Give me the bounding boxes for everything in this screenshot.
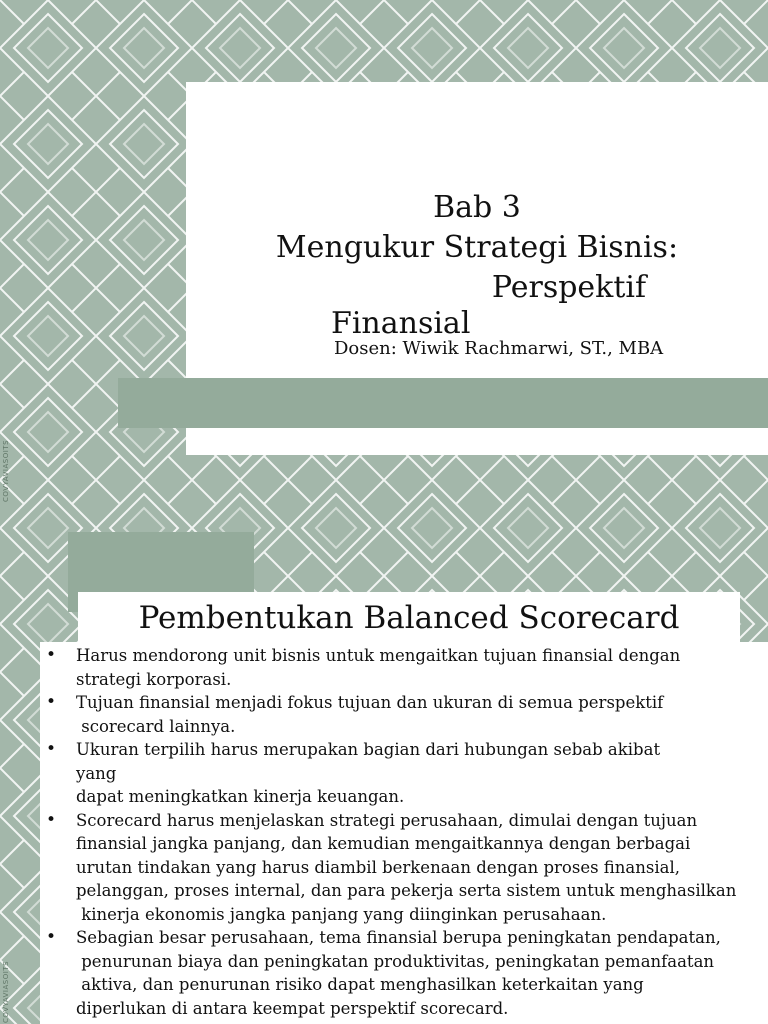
bullet-item bbox=[40, 644, 768, 691]
bullet-symbol: • bbox=[46, 645, 57, 665]
bullet-line: diperlukan di antara keempat perspektif scorecard. bbox=[76, 998, 509, 1018]
bullet-line: Tujuan finansial menjadi fokus tujuan dan ukuran di semua perspektif bbox=[76, 693, 664, 712]
bullet-line: Scorecard harus menjelaskan strategi perusahaan, dimulai dengan tujuan bbox=[76, 810, 698, 830]
bullet-line: scorecard lainnya. bbox=[76, 716, 236, 736]
bullet-line: aktiva, dan penurunan risiko dapat menghasilkan keterkaitan yang bbox=[76, 975, 644, 994]
title-line-1: Bab 3 bbox=[433, 190, 521, 225]
bullet-symbol: • bbox=[46, 809, 57, 830]
bullet-symbol: • bbox=[46, 927, 57, 947]
lecturer-subtitle: Dosen: Wiwik Rachmarwi, ST., MBA bbox=[334, 338, 664, 359]
bullet-line: yang bbox=[76, 763, 117, 783]
bullet-line: penurunan biaya dan peningkatan produktivitas, peningkatan pemanfaatan bbox=[76, 951, 715, 971]
bullet-line: pelanggan, proses internal, dan para pekerja serta sistem untuk menghasilkan bbox=[76, 881, 737, 900]
watermark-text: COVYAVIASOITS bbox=[2, 439, 10, 502]
content-slide-body bbox=[40, 642, 768, 1024]
bullet-line: Sebagian besar perusahaan, tema finansial berupa peningkatan pendapatan, bbox=[76, 928, 721, 947]
bullet-line: Ukuran terpilih harus merupakan bagian dari hubungan sebab akibat bbox=[76, 740, 661, 759]
bullet-item bbox=[40, 809, 768, 927]
bullet-line: Harus mendorong unit bisnis untuk mengaitkan tujuan finansial dengan bbox=[76, 646, 681, 665]
title-slide-heading bbox=[186, 188, 768, 344]
bullet-item bbox=[40, 926, 768, 1020]
bullet-line: finansial jangka panjang, dan kemudian mengaitkannya dengan berbagai bbox=[76, 834, 691, 853]
bullet-line: kinerja ekonomis jangka panjang yang diinginkan perusahaan. bbox=[76, 904, 607, 924]
title-accent-band bbox=[118, 378, 768, 428]
watermark-text: COVYAVIASOITS bbox=[2, 960, 10, 1023]
title-line-3: Perspektif bbox=[491, 270, 647, 305]
bullet-line: urutan tindakan yang harus diambil berkenaan dengan proses finansial, bbox=[76, 857, 680, 877]
title-line-2: Mengukur Strategi Bisnis: bbox=[275, 230, 679, 265]
bullet-line: dapat meningkatkan kinerja keuangan. bbox=[76, 787, 405, 806]
bullet-line: strategi korporasi. bbox=[76, 669, 232, 689]
bullet-item bbox=[40, 691, 768, 738]
content-slide-title: Pembentukan Balanced Scorecard bbox=[138, 600, 680, 636]
title-line-4: Finansial bbox=[331, 306, 471, 341]
bullet-symbol: • bbox=[46, 692, 57, 712]
bullet-item bbox=[40, 738, 768, 809]
bullet-symbol: • bbox=[46, 739, 57, 759]
bullet-list bbox=[40, 642, 768, 1020]
